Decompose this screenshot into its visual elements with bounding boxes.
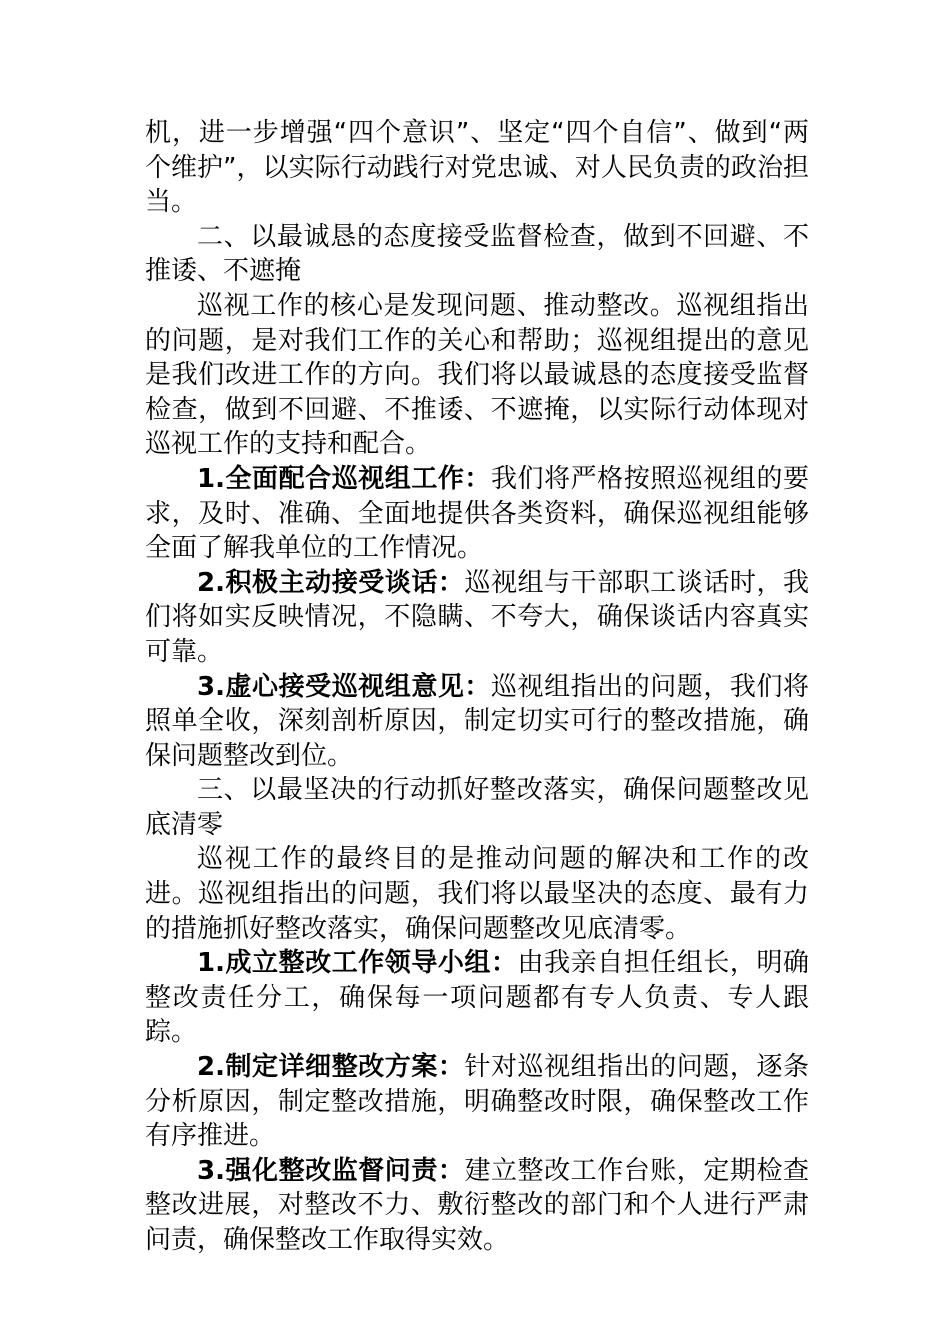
section-heading-text: 三、以最坚决的行动抓好整改落实，确保问题整改见底清零 xyxy=(145,775,809,840)
list-item-text: 巡视组与干部职工谈话时，我们将如实反映情况，不隐瞒、不夸大，确保谈话内容真实可靠。 xyxy=(145,567,809,667)
list-item-text: 由我亲自担任组长，明确整改责任分工，确保每一项问题都有专人负责、专人跟踪。 xyxy=(145,948,809,1048)
section-heading-text: 二、以最诚恳的态度接受监督检查，做到不回避、不推诿、不遮掩 xyxy=(145,221,809,287)
list-item-heading: 1.全面配合巡视组工作： xyxy=(197,463,491,494)
list-item-heading: 2.制定详细整改方案： xyxy=(197,1052,465,1083)
paragraph-text: 巡视工作的最终目的是推动问题的解决和工作的改进。巡视组指出的问题，我们将以最坚决的态度、最有力的措施抓好整改落实，确保问题整改见底清零。 xyxy=(145,844,809,944)
list-item xyxy=(145,946,809,1050)
paragraph-text: 机，进一步增强“四个意识”、坚定“四个自信”、做到“两个维护”，以实际行动践行对党忠诚、对人民负责的政治担当。 xyxy=(145,118,809,218)
list-item-heading: 3.虚心接受巡视组意见： xyxy=(197,671,491,702)
list-item-text: 巡视组指出的问题，我们将照单全收，深刻剖析原因，制定切实可行的整改措施，确保问题整改到位。 xyxy=(145,671,809,771)
section-heading-3 xyxy=(145,773,809,842)
list-item xyxy=(145,462,809,566)
list-item xyxy=(145,1050,809,1154)
list-item-text: 针对巡视组指出的问题，逐条分析原因，制定整改措施，明确整改时限，确保整改工作有序推进。 xyxy=(145,1052,809,1152)
list-item-text: 建立整改工作台账，定期检查整改进展，对整改不力、敷衍整改的部门和个人进行严肃问责，确保整改工作取得实效。 xyxy=(145,1155,809,1255)
list-item xyxy=(145,670,809,774)
list-item-heading: 2.积极主动接受谈话： xyxy=(197,567,465,598)
section-heading-2 xyxy=(145,220,809,289)
list-item-heading: 1.成立整改工作领导小组： xyxy=(197,948,518,979)
list-item xyxy=(145,566,809,670)
list-item-heading: 3.强化整改监督问责： xyxy=(197,1155,465,1186)
list-item-text: 我们将严格按照巡视组的要求，及时、准确、全面地提供各类资料，确保巡视组能够全面了解我单位的工作情况。 xyxy=(145,463,809,564)
list-item xyxy=(145,1154,809,1258)
document-body xyxy=(145,116,809,1258)
body-paragraph xyxy=(145,842,809,946)
paragraph-continued xyxy=(145,116,809,220)
paragraph-text: 巡视工作的核心是发现问题、推动整改。巡视组指出的问题，是对我们工作的关心和帮助；巡视组提出的意见是我们改进工作的方向。我们将以最诚恳的态度接受监督检查，做到不回避、不推诿、不遮掩，以实际行动体现对巡视工作的支持和配合。 xyxy=(145,290,809,460)
body-paragraph xyxy=(145,289,809,462)
